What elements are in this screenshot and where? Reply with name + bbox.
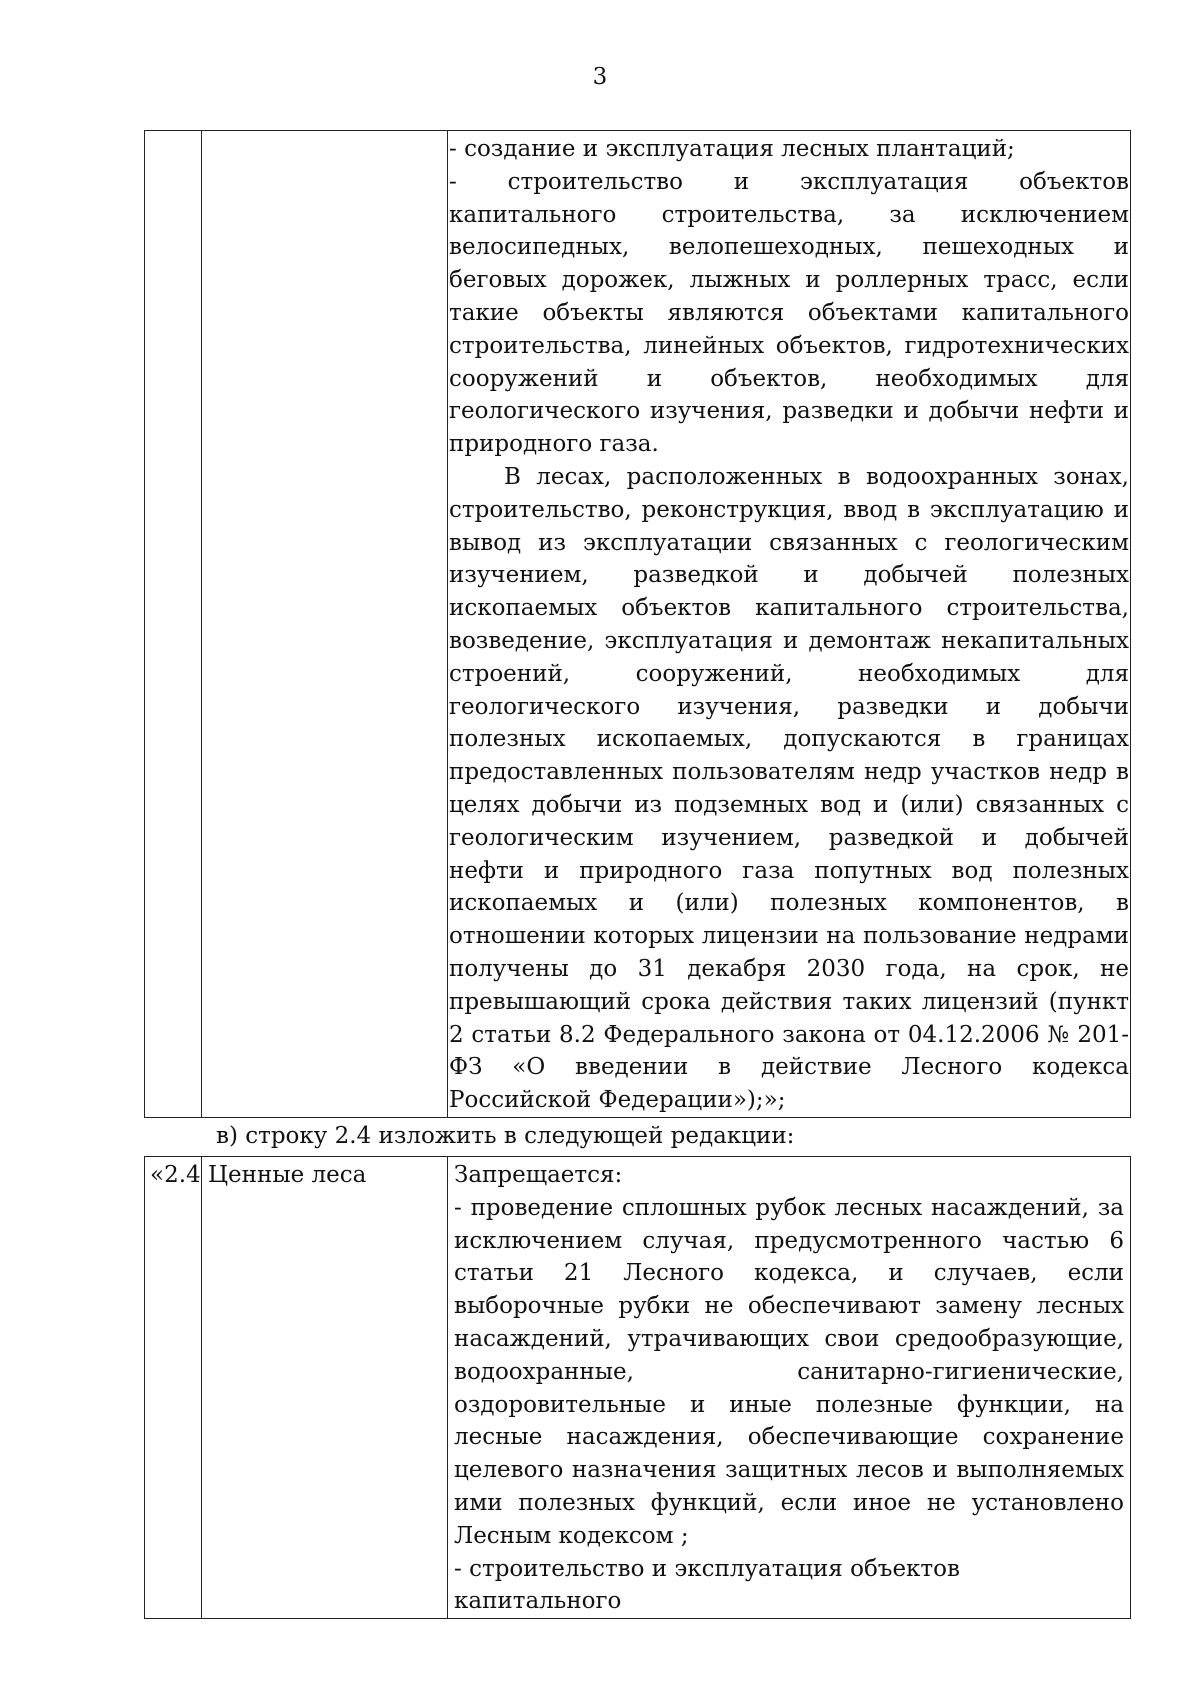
regime-paragraph: - проведение сплошных рубок лесных насаждений, за исключением случая, предусмотренного частью 6 статьи 21 Лесного кодекса, и случаев, если выборочные рубки не обеспечивают замену лесных насаждений, утрачивающих свои средообразующие, водоохранные, санитарно-гигиенические, оздоровительные и иные полезные функции, на лесные насаждения, обеспечивающие сохранение целевого назначения защитных лесов и выполняемых ими полезных функций, если иное не установлено Лесным кодексом ; <box>454 1194 1124 1549</box>
row-name-cell <box>202 1157 448 1619</box>
regulation-table-continued <box>144 130 1131 1118</box>
row-number-cell <box>145 1157 202 1619</box>
regime-paragraph: - строительство и эксплуатация объектов капитального строительства, за исключением велосипедных, велопешеходных, пешеходных и беговых дорожек, лыжных и роллерных трасс, если такие объекты являются объектами капитального строительства, линейных объектов, гидротехнических сооружений и объектов, необходимых для геологического изучения, разведки и добычи нефти и природного газа. <box>449 168 1129 458</box>
regime-text <box>448 1157 1130 1618</box>
regulation-table-row-2-4 <box>144 1156 1131 1619</box>
table-row <box>145 131 1131 1118</box>
row-name-cell <box>202 131 448 1118</box>
table-row <box>145 1157 1131 1619</box>
page-number: 3 <box>592 64 608 90</box>
regime-cell <box>448 131 1131 1118</box>
regime-paragraph: В лесах, расположенных в водоохранных зонах, строительство, реконструкция, ввод в эксплуатацию и вывод из эксплуатации связанных с геологическим изучением, разведкой и добычей полезных ископаемых объектов капитального строительства, возведение, эксплуатация и демонтаж некапитальных строений, сооружений, необходимых для геологического изучения, разведки и добычи полезных ископаемых, допускаются в границах предоставленных пользователям недр участков недр в целях добычи из подземных вод и (или) связанных с геологическим изучением, разведкой и добычей нефти и природного газа попутных вод полезных ископаемых и (или) полезных компонентов, в отношении которых лицензии на пользование недрами получены до 31 декабря 2030 года, на срок, не превышающий срока действия таких лицензий (пункт 2 статьи 8.2 Федерального закона от 04.12.2006 № 201-ФЗ «О введении в действие Лесного кодекса Российской Федерации»);»; <box>449 463 1129 1114</box>
regime-paragraph: Запрещается: <box>454 1162 623 1188</box>
amendment-instruction: в) строку 2.4 изложить в следующей редакции: <box>216 1123 795 1149</box>
regime-paragraph: - строительство и эксплуатация объектов капитального <box>454 1555 960 1615</box>
row-name: Ценные леса <box>208 1162 367 1188</box>
regime-cell <box>448 1157 1131 1619</box>
row-number: «2.4 <box>150 1162 201 1188</box>
row-number-cell <box>145 131 202 1118</box>
regime-text <box>448 131 1130 1117</box>
regime-paragraph: - создание и эксплуатация лесных плантаций; <box>449 136 1015 162</box>
